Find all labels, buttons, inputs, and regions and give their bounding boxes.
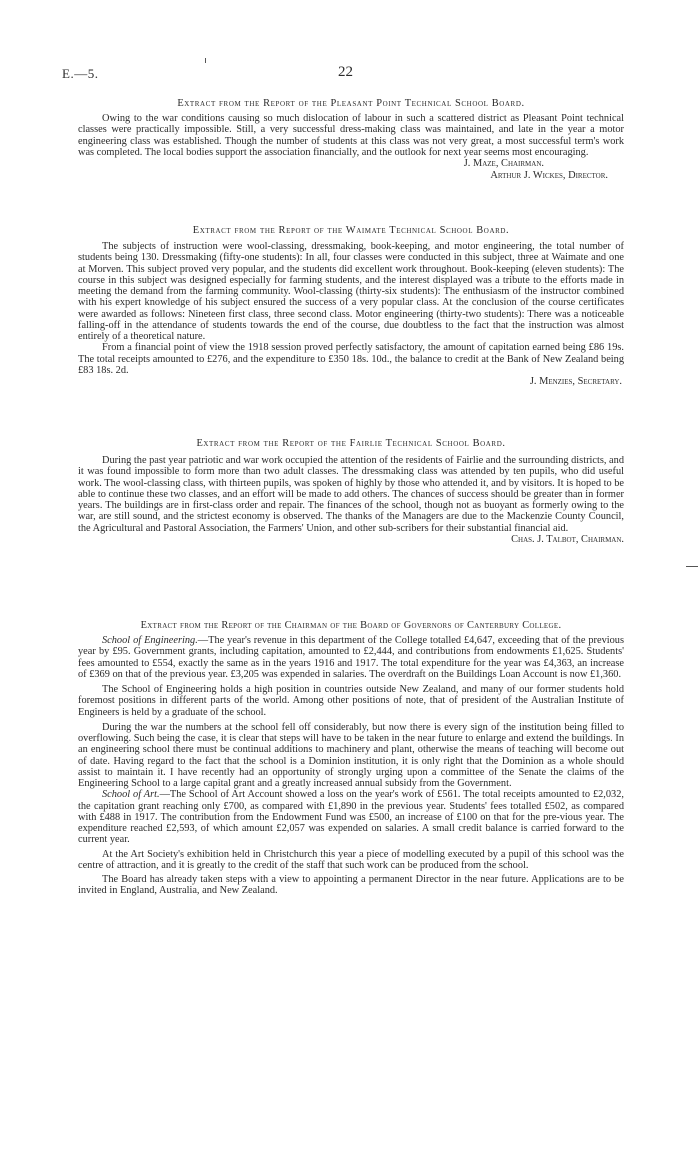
pleasant-point-section — [78, 98, 624, 181]
art-paragraph-2: At the Art Society's exhibition held in Christchurch this year a piece of modelling executed by a pupil of this school was the centre of attraction, and it is greatly to the credit of the staff that such work can be produced from the school. — [78, 848, 624, 871]
waimate-section — [78, 225, 624, 388]
waimate-heading: Extract from the Report of the Waimate Technical School Board. — [192, 225, 510, 236]
fairlie-body-wrap — [78, 455, 624, 545]
page-number: 22 — [338, 64, 353, 80]
art-text-1: —The School of Art Account showed a loss on the year's work of £561. The total receipts amounted to £2,032, the capitation grant reaching only £700, as compared with £1,890 in the previous year. Students' fees totalled £502, as compared with £488 in 1917. The contribution from the Endowment Fund was £500, an increase of £100 on that for the pre-vious year. The expenditure reached £2,593, of which amount £2,057 was expended on salaries. A small credit balance is carried forward to the current year. — [78, 789, 624, 846]
art-paragraph-1 — [78, 789, 624, 845]
waimate-body-1: The subjects of instruction were wool-classing, dressmaking, book-keeping, and motor engineering, the total number of students being 130. Dressmaking (fifty-one students): In all, four classes were conducted in this subject, three at Waimate and one at Morven. This subject proved very popular, and the students did excellent work throughout. Book-keeping (eleven students): The course in this subject was designed especially for farming students, and the interest displayed was a tribute to the efforts made in meeting the demand from the farming community. Wool-classing (thirty-six students): The enthusiasm of the instructor combined with his expert knowledge of his subject ensured the success of a very popular class. At the conclusion of the course certificates were awarded as follows: Nineteen first class, three second class. Motor engineering (thirty-two students): There was a noticeable falling-off in the attendance of students towards the end of the course, due doubtless to the fact that the instruction was almost entirely of a theoretical nature. — [78, 241, 624, 342]
canterbury-heading: Extract from the Report of the Chairman of the Board of Governors of Canterbury College. — [140, 620, 562, 631]
engineering-paragraph-3: During the war the numbers at the school fell off considerably, but now there is every sign of the institution being filled to overflowing. Such being the case, it is clear that steps will have to be taken in the near future to enlarge and extend the buildings. In an engineering school there must be continual additions to machinery and plant, otherwise the means of teaching will become out of date. Having regard to the fact that the school is a Dominion institution, it is only right that the Dominion as a whole should assist to maintain it. I have recently had an opportunity of strongly urging upon a committee of the Senate the claims of the Engineering School to a large capital grant and a greatly increased annual subsidy from the Government. — [78, 721, 624, 789]
engineering-paragraph-2: The School of Engineering holds a high position in countries outside New Zealand, and many of our former students hold foremost positions in different parts of the world. Among other positions of note, that of president of the Australian Institute of Engineers is held by a graduate of the school. — [78, 684, 624, 718]
engineering-label: School of Engineering. — [102, 635, 198, 646]
fairlie-body: During the past year patriotic and war work occupied the attention of the residents of Fairlie and the surrounding districts, and it was found impossible to form more than two adult classes. The dressmaking class was attended by ten pupils, who did useful work. The wool-classing class, with thirteen pupils, was spoken of highly by those who attended it, and by visitors. It is hoped to be able to continue these two classes, and an effort will be made to add others. The chances of success should be greater than in former years. The buildings are in first-class order and repair. The finances of the school, though not as buoyant as formerly owing to the war, are still sound, and the strictest economy is observed. The thanks of the Managers are due to the Mackenzie County Council, the Agricultural and Pastoral Association, the Farmers' Union, and other sub-scribers for their substantial financial aid. — [78, 455, 624, 534]
waimate-body-2: From a financial point of view the 1918 session proved perfectly satisfactory, the amount of capitation earned being £86 19s. The total receipts amounted to £276, and the expenditure to £350 18s. 10d., the balance to credit at the Bank of New Zealand being £83 18s. 2d. — [78, 342, 624, 376]
art-paragraph-3: The Board has already taken steps with a view to appointing a permanent Director in the near future. Applications are to be invited in England, Australia, and New Zealand. — [78, 874, 624, 897]
pleasant-point-signatory-chairman: J. Maze, Chairman. — [463, 158, 544, 169]
fairlie-signatory: Chas. J. Talbot, Chairman. — [511, 533, 624, 545]
scan-mark — [205, 58, 206, 63]
canterbury-section — [78, 620, 624, 897]
engineering-text-1: —The year's revenue in this department of the College totalled £4,647, exceeding that of the previous year by £95. Government grants, including capitation, amounted to £2,444, and contributions from endowments £1,625. Students' fees amounted to £554, exactly the same as in the years 1916 and 1917. The total expenditure for the year was £4,363, an increase of £369 on that of the previous year. £3,205 was expended in salaries. The overdraft on the Buildings Loan Account is now £1,360. — [78, 635, 624, 680]
pleasant-point-heading: Extract from the Report of the Pleasant Point Technical School Board. — [177, 98, 525, 109]
scan-mark — [686, 566, 698, 567]
waimate-signatory: J. Menzies, Secretary. — [529, 376, 622, 387]
art-label: School of Art. — [102, 789, 160, 801]
fairlie-heading: Extract from the Report of the Fairlie Technical School Board. — [196, 438, 506, 449]
engineering-paragraph-1 — [78, 635, 624, 680]
page-reference: E.—5. — [62, 66, 99, 81]
pleasant-point-body: Owing to the war conditions causing so much dislocation of labour in such a scattered district as Pleasant Point technical classes were practically impossible. Still, a very successful dress-making class was maintained, and late in the year a motor engineering class was established. Though the number of students at this class was not very great, a most successful term's work was completed. The local bodies support the association financially, and the outlook for next year seems most encouraging. — [78, 113, 624, 158]
fairlie-section — [78, 438, 624, 545]
pleasant-point-signatory-director: Arthur J. Wickes, Director. — [490, 169, 608, 181]
